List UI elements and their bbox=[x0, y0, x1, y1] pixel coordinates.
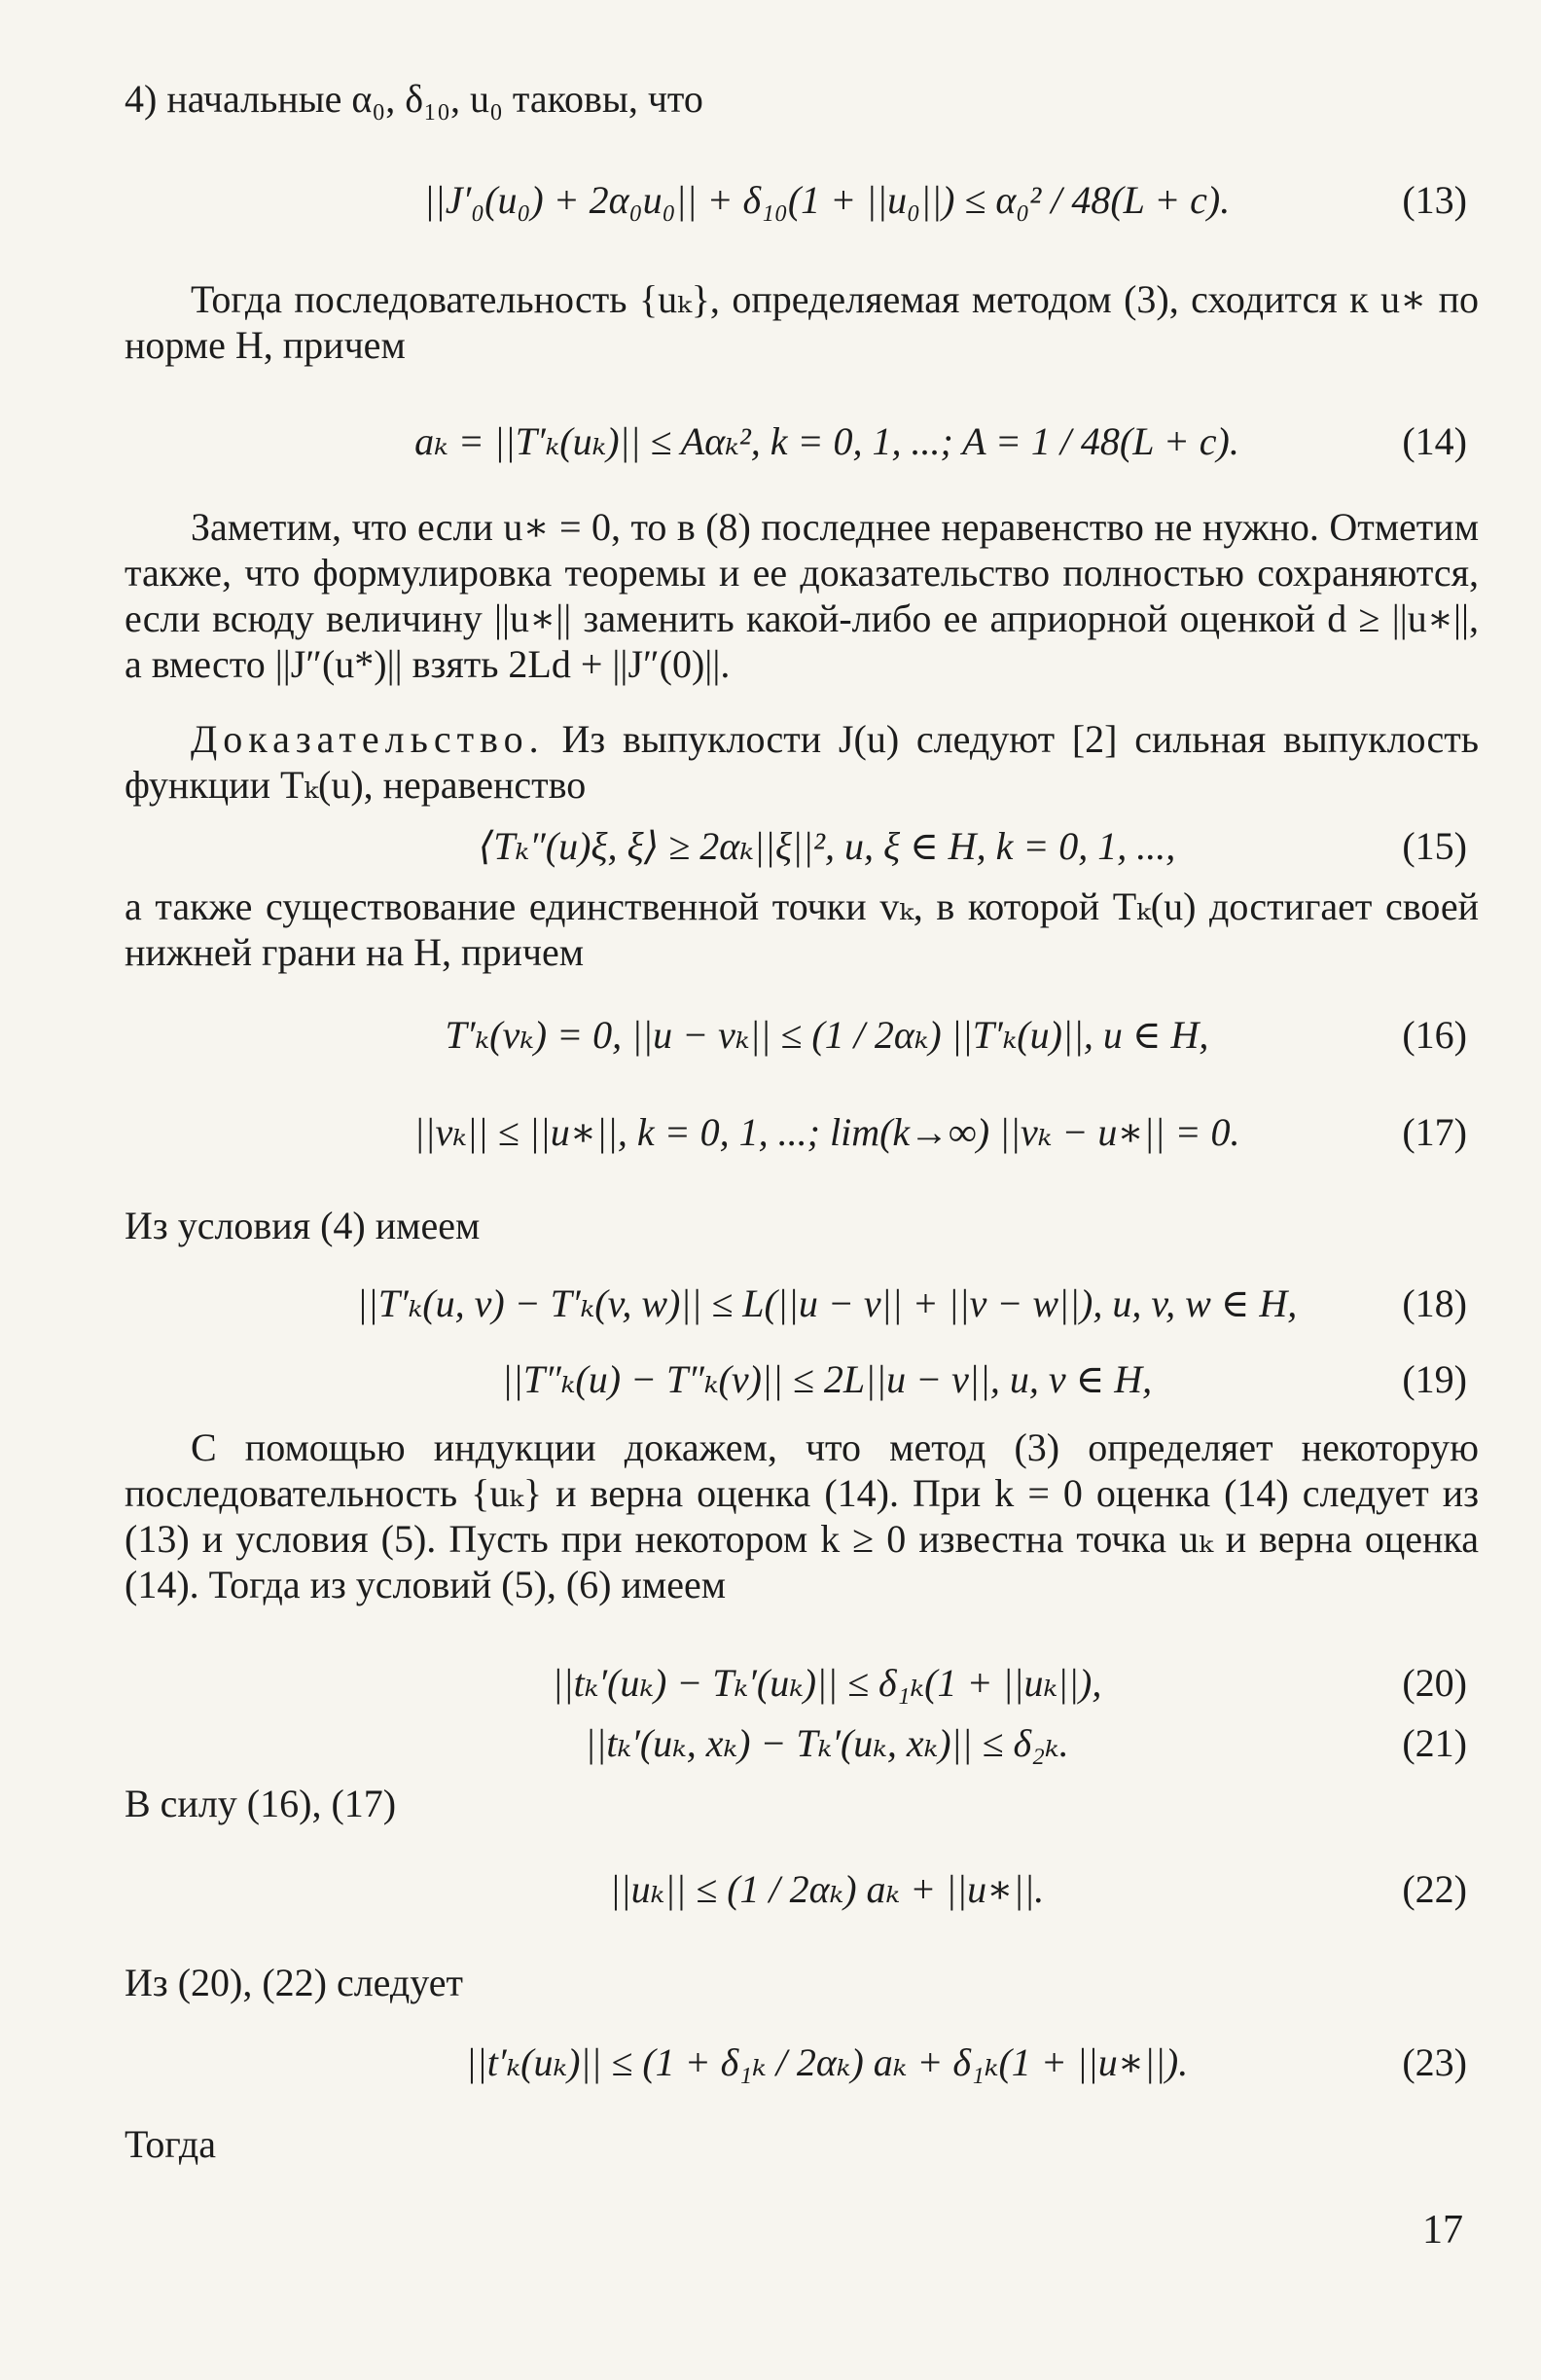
unique-point-paragraph: а также существование единственной точки vₖ, в которой Tₖ(u) достигает своей нижней грани на H, причем bbox=[125, 884, 1479, 974]
equation-23: ||t′ₖ(uₖ)|| ≤ (1 + δ₁ₖ / 2αₖ) aₖ + δ₁ₖ(1 + ||u∗||). bbox=[465, 2040, 1189, 2084]
equation-14-number: (14) bbox=[1402, 419, 1467, 463]
equation-18-number: (18) bbox=[1402, 1281, 1467, 1325]
equation-14: aₖ = ||T′ₖ(uₖ)|| ≤ Aαₖ², k = 0, 1, ...; A = 1 / 48(L + c). bbox=[414, 419, 1239, 463]
equation-17: ||vₖ|| ≤ ||u∗||, k = 0, 1, ...; lim(k→∞) ||vₖ − u∗|| = 0. bbox=[413, 1110, 1240, 1154]
equation-16: T′ₖ(vₖ) = 0, ||u − vₖ|| ≤ (1 / 2αₖ) ||T′ₖ(u)||, u ∈ H, bbox=[445, 1013, 1209, 1057]
then-text: Тогда bbox=[125, 2122, 216, 2166]
equation-22-number: (22) bbox=[1402, 1867, 1467, 1911]
equation-19: ||T″ₖ(u) − T″ₖ(v)|| ≤ 2L||u − v||, u, v ∈ H, bbox=[501, 1357, 1153, 1401]
equation-20: ||tₖ′(uₖ) − Tₖ′(uₖ)|| ≤ δ₁ₖ(1 + ||uₖ||), bbox=[552, 1661, 1102, 1705]
equation-23-number: (23) bbox=[1402, 2040, 1467, 2084]
equation-18: ||T′ₖ(u, v) − T′ₖ(v, w)|| ≤ L(||u − v|| + ||v − w||), u, v, w ∈ H, bbox=[356, 1281, 1298, 1325]
by-virtue-text: В силу (16), (17) bbox=[125, 1782, 397, 1825]
page-number: 17 bbox=[1422, 2208, 1463, 2253]
equation-13-number: (13) bbox=[1402, 178, 1467, 222]
equation-15: ⟨Tₖ″(u)ξ, ξ⟩ ≥ 2αₖ||ξ||², u, ξ ∈ H, k = 0, 1, ..., bbox=[478, 824, 1176, 868]
equation-15-number: (15) bbox=[1402, 824, 1467, 868]
equation-19-number: (19) bbox=[1402, 1357, 1467, 1401]
condition-4-text: 4) начальные α₀, δ₁₀, u₀ таковы, что bbox=[125, 77, 703, 121]
convergence-paragraph: Тогда последовательность {uₖ}, определяемая методом (3), сходится к u∗ по норме H, причем bbox=[125, 277, 1479, 367]
proof-paragraph bbox=[125, 716, 1479, 808]
proof-label: Доказательство. bbox=[191, 717, 545, 761]
equation-20-number: (20) bbox=[1402, 1661, 1467, 1705]
equation-13: ||J′₀(u₀) + 2α₀u₀|| + δ₁₀(1 + ||u₀||) ≤ α₀² / 48(L + c). bbox=[423, 178, 1231, 222]
proof-text: Из выпуклости J(u) следуют [2] сильная выпуклость функции Tₖ(u), неравенство bbox=[125, 717, 1480, 807]
equation-22: ||uₖ|| ≤ (1 / 2αₖ) aₖ + ||u∗||. bbox=[609, 1867, 1045, 1911]
induction-paragraph: С помощью индукции докажем, что метод (3) определяет некоторую последовательность {uₖ} и верна оценка (14). При k = 0 оценка (14) следует из (13) и условия (5). Пусть при некотором k ≥ 0 известна точка uₖ и верна оценка (14). Тогда из условий (5), (6) имеем bbox=[125, 1425, 1479, 1606]
equation-16-number: (16) bbox=[1402, 1013, 1467, 1057]
equation-17-number: (17) bbox=[1402, 1110, 1467, 1154]
equation-21-number: (21) bbox=[1402, 1721, 1467, 1765]
it-follows-text: Из (20), (22) следует bbox=[125, 1961, 463, 2004]
equation-21: ||tₖ′(uₖ, xₖ) − Tₖ′(uₖ, xₖ)|| ≤ δ₂ₖ. bbox=[585, 1721, 1069, 1765]
condition-4-result-text: Из условия (4) имеем bbox=[125, 1204, 481, 1247]
remark-paragraph: Заметим, что если u∗ = 0, то в (8) последнее неравенство не нужно. Отметим также, что формулировка теоремы и ее доказательство полностью сохраняются, если всюду величину ||u∗|| заменить какой-либо ее априорной оценкой d ≥ ||u∗||, а вместо ||J″(u*)|| взять 2Ld + ||J″(0)||. bbox=[125, 505, 1479, 686]
